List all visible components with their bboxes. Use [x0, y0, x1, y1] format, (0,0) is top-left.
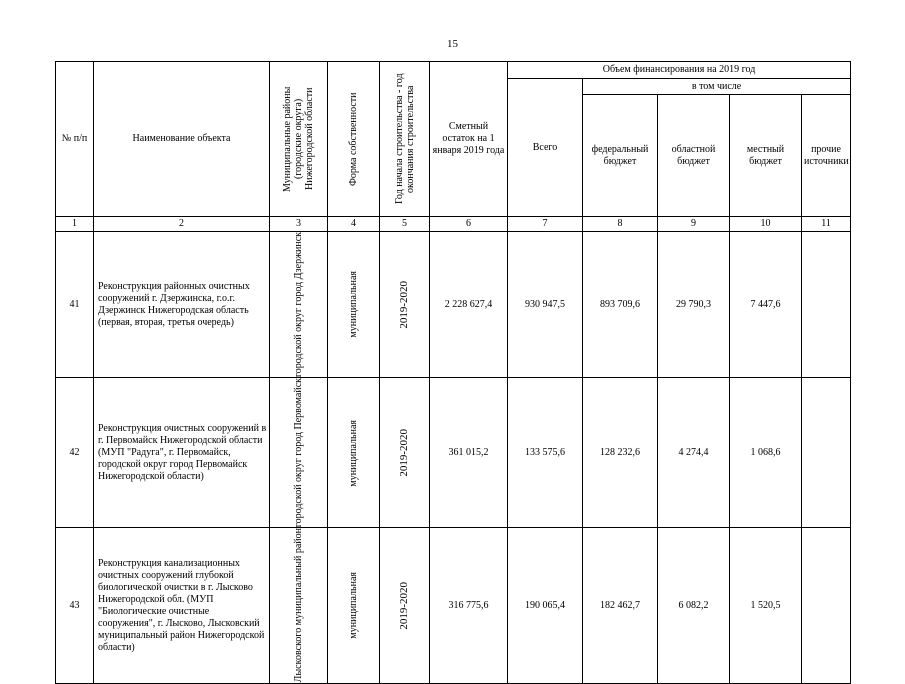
row-federal: 128 232,6 — [583, 378, 658, 528]
header-other: прочие источники — [802, 95, 851, 217]
header-federal: федеральный бюджет — [583, 95, 658, 217]
col-number: 2 — [94, 217, 270, 232]
header-regional: областной бюджет — [658, 95, 730, 217]
row-other — [802, 528, 851, 683]
col-number: 4 — [328, 217, 380, 232]
row-years: 2019-2020 — [380, 378, 430, 528]
row-district: городской округ город Первомайск — [270, 378, 328, 528]
col-number: 6 — [430, 217, 508, 232]
header-local: местный бюджет — [730, 95, 802, 217]
column-numbers-row — [56, 217, 851, 232]
col-number: 11 — [802, 217, 851, 232]
row-ownership: муниципальная — [328, 528, 380, 683]
row-name: Реконструкция районных очистных сооружений г. Дзержинска, г.о.г. Дзержинск Нижегородская область (первая, вторая, третья очередь) — [94, 232, 270, 378]
row-no: 41 — [56, 232, 94, 378]
row-balance: 316 775,6 — [430, 528, 508, 683]
row-district: Лысковского муниципальный район — [270, 528, 328, 683]
header-ownership: Форма собственности — [328, 62, 380, 217]
page-number: 15 — [447, 38, 458, 50]
header-name: Наименование объекта — [94, 62, 270, 217]
header-balance: Сметный остаток на 1 января 2019 года — [430, 62, 508, 217]
row-local: 1 068,6 — [730, 378, 802, 528]
header-district: Муниципальные районы (городские округа) Нижегородской области — [270, 62, 328, 217]
row-district: городской округ город Дзержинск — [270, 232, 328, 378]
row-total: 190 065,4 — [508, 528, 583, 683]
header-total: Всего — [508, 79, 583, 217]
row-name: Реконструкция очистных сооружений в г. Первомайск Нижегородской области (МУП "Радуга", г. Первомайск, городской округ город Первомайск Нижегородской области) — [94, 378, 270, 528]
table-row — [56, 232, 851, 378]
row-total: 133 575,6 — [508, 378, 583, 528]
col-number: 10 — [730, 217, 802, 232]
row-years: 2019-2020 — [380, 232, 430, 378]
col-number: 9 — [658, 217, 730, 232]
row-no: 43 — [56, 528, 94, 683]
row-regional: 6 082,2 — [658, 528, 730, 683]
row-total: 930 947,5 — [508, 232, 583, 378]
row-regional: 4 274,4 — [658, 378, 730, 528]
header-funding: Объем финансирования на 2019 год — [508, 62, 851, 79]
row-local: 7 447,6 — [730, 232, 802, 378]
row-local: 1 520,5 — [730, 528, 802, 683]
row-years: 2019-2020 — [380, 528, 430, 683]
table-row — [56, 528, 851, 683]
col-number: 5 — [380, 217, 430, 232]
col-number: 1 — [56, 217, 94, 232]
row-no: 42 — [56, 378, 94, 528]
row-regional: 29 790,3 — [658, 232, 730, 378]
row-federal: 893 709,6 — [583, 232, 658, 378]
funding-table — [55, 61, 851, 684]
header-including: в том числе — [583, 79, 851, 95]
table-row — [56, 378, 851, 528]
row-federal: 182 462,7 — [583, 528, 658, 683]
header-years: Год начала строительства - год окончания строительства — [380, 62, 430, 217]
row-other — [802, 232, 851, 378]
header-no: № п/п — [56, 62, 94, 217]
col-number: 3 — [270, 217, 328, 232]
col-number: 7 — [508, 217, 583, 232]
row-balance: 361 015,2 — [430, 378, 508, 528]
col-number: 8 — [583, 217, 658, 232]
row-ownership: муниципальная — [328, 232, 380, 378]
row-name: Реконструкция канализационных очистных сооружений глубокой биологической очистки в г. Лысково Нижегородской обл. (МУП "Биологические очистные сооружения", г. Лысково, Лысковский муниципальный район Нижегородской области) — [94, 528, 270, 683]
row-other — [802, 378, 851, 528]
row-ownership: муниципальная — [328, 378, 380, 528]
row-balance: 2 228 627,4 — [430, 232, 508, 378]
